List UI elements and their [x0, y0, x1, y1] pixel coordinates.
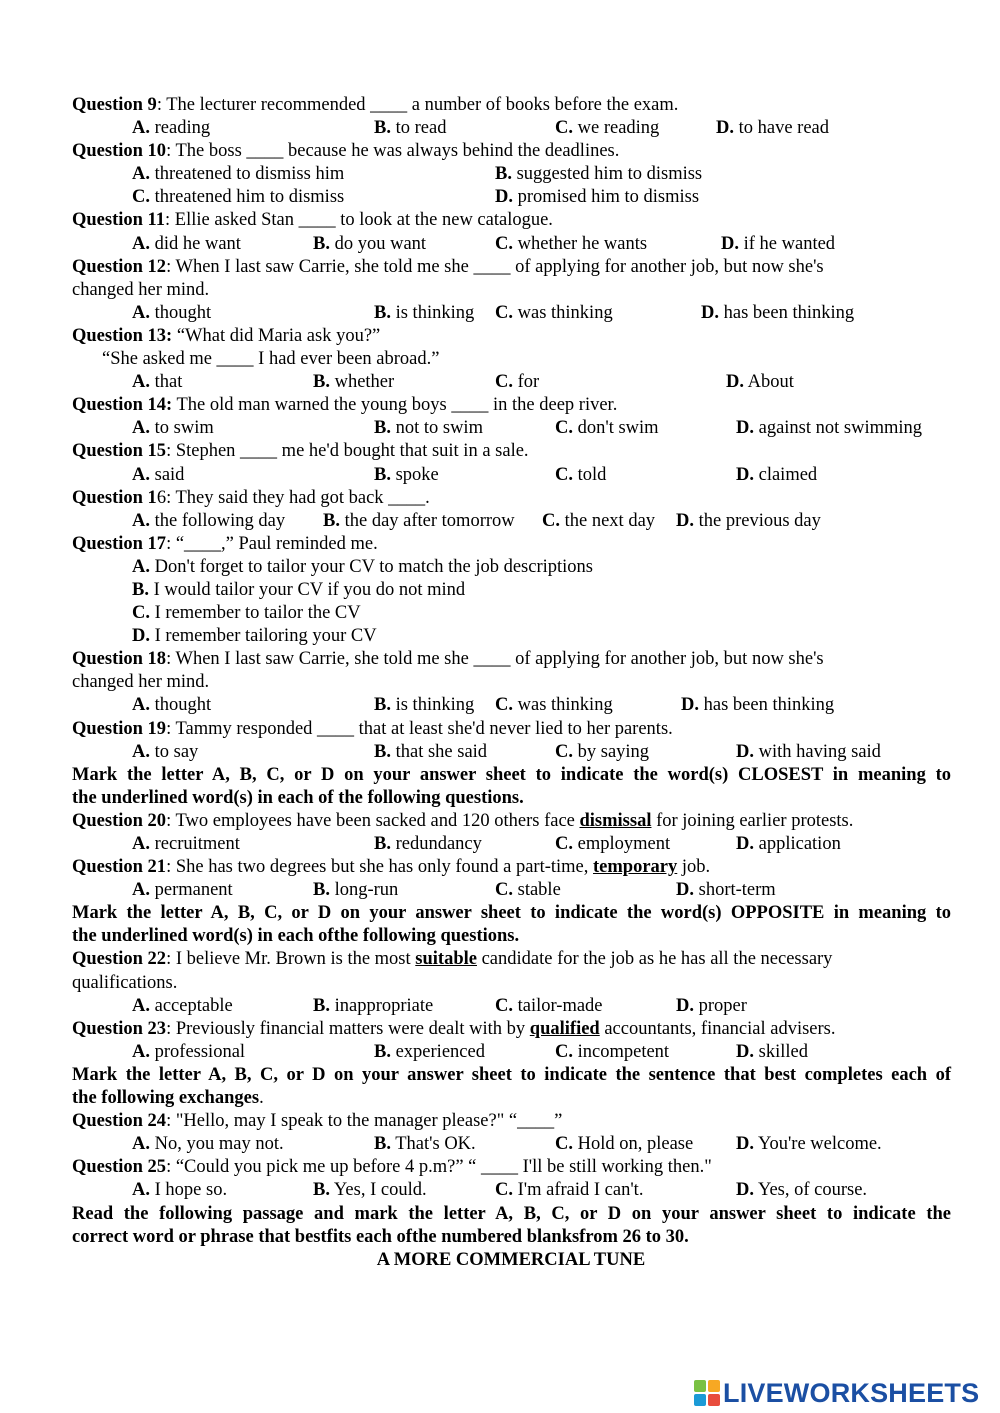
- question-17: Question 17: “____,” Paul reminded me.: [72, 533, 378, 554]
- option-b[interactable]: B. whether: [313, 372, 395, 393]
- option-d[interactable]: D. against not swimming: [736, 418, 923, 439]
- options-19: [0, 741, 1000, 764]
- instruction-exchanges-line2: the following exchanges.: [72, 1088, 264, 1109]
- logo-icon: [694, 1380, 720, 1406]
- options-15: [0, 464, 1000, 487]
- options-14: [0, 417, 1000, 440]
- option-d[interactable]: D. Yes, of course.: [736, 1180, 868, 1201]
- option-b[interactable]: B. I would tailor your CV if you do not mind: [132, 579, 466, 600]
- option-d[interactable]: D. proper: [676, 995, 747, 1016]
- option-c[interactable]: C. stable: [495, 880, 561, 901]
- option-a[interactable]: A. did he want: [132, 233, 241, 254]
- options-9: [0, 117, 1000, 140]
- question-22: Question 22: I believe Mr. Brown is the most suitable candidate for the job as he has all the necessary: [72, 949, 833, 970]
- option-d[interactable]: D. You're welcome.: [736, 1134, 882, 1155]
- question-24: Question 24: "Hello, may I speak to the manager please?" “____”: [72, 1111, 563, 1132]
- option-c[interactable]: C. I'm afraid I can't.: [495, 1180, 644, 1201]
- option-a[interactable]: A. said: [132, 464, 185, 485]
- question-22-cont: qualifications.: [72, 972, 178, 993]
- options-17-b: [0, 579, 1000, 602]
- options-20: [0, 833, 1000, 856]
- underlined-word: qualified: [529, 1018, 600, 1039]
- option-b[interactable]: B. is thinking: [374, 302, 475, 323]
- option-a[interactable]: A. No, you may not.: [132, 1134, 284, 1155]
- option-b[interactable]: B. not to swim: [374, 418, 483, 439]
- instruction-opposite-line2: the underlined word(s) in each ofthe following questions.: [72, 926, 520, 947]
- options-24: [0, 1133, 1000, 1156]
- option-d[interactable]: D. claimed: [736, 464, 818, 485]
- options-12: [0, 302, 1000, 325]
- option-a[interactable]: A. professional: [132, 1041, 246, 1062]
- option-b[interactable]: B. redundancy: [374, 834, 482, 854]
- instruction-passage-line2: correct word or phrase that bestfits each ofthe numbered blanksfrom 26 to 30.: [72, 1226, 689, 1247]
- question-18-cont: changed her mind.: [72, 672, 210, 693]
- option-d[interactable]: D. has been thinking: [701, 302, 855, 323]
- option-c[interactable]: C. tailor-made: [495, 995, 603, 1016]
- option-b[interactable]: B. long-run: [313, 880, 399, 901]
- options-13: [0, 371, 1000, 394]
- option-c[interactable]: C. was thinking: [495, 302, 613, 323]
- question-23: Question 23: Previously financial matters were dealt with by qualified accountants, financial advisers.: [72, 1018, 836, 1039]
- instruction-exchanges-line1: Mark the letter A, B, C, or D on your answer sheet to indicate the sentence that best completes each of: [72, 1064, 951, 1085]
- option-a[interactable]: A. acceptable: [132, 995, 233, 1016]
- option-d[interactable]: D. short-term: [676, 880, 776, 901]
- option-d[interactable]: D. application: [736, 834, 841, 854]
- options-22: [0, 995, 1000, 1018]
- option-d[interactable]: D. promised him to dismiss: [495, 187, 700, 208]
- option-d[interactable]: D. to have read: [716, 118, 830, 139]
- option-a[interactable]: A. to swim: [132, 418, 214, 439]
- option-b[interactable]: B. the day after tomorrow: [323, 510, 515, 531]
- question-9: Question 9: The lecturer recommended ____ a number of books before the exam.: [72, 95, 679, 115]
- option-b[interactable]: B. That's OK.: [374, 1134, 476, 1155]
- options-23: [0, 1041, 1000, 1064]
- option-d[interactable]: D. if he wanted: [721, 233, 836, 254]
- option-d[interactable]: D. About: [726, 372, 794, 393]
- option-c[interactable]: C. incompetent: [555, 1041, 670, 1062]
- options-18: [0, 694, 1000, 717]
- option-a[interactable]: A. recruitment: [132, 834, 240, 854]
- option-a[interactable]: A. the following day: [132, 510, 286, 531]
- option-b[interactable]: B. do you want: [313, 233, 427, 254]
- question-14: Question 14: The old man warned the young boys ____ in the deep river.: [72, 395, 618, 416]
- options-21: [0, 879, 1000, 902]
- options-17-c: [0, 602, 1000, 625]
- question-25: Question 25: “Could you pick me up before 4 p.m?” “ ____ I'll be still working then.": [72, 1157, 712, 1178]
- option-d[interactable]: D. I remember tailoring your CV: [132, 626, 377, 647]
- instruction-opposite-line1: Mark the letter A, B, C, or D on your answer sheet to indicate the word(s) OPPOSITE in meaning to: [72, 903, 951, 924]
- question-15: Question 15: Stephen ____ me he'd bought that suit in a sale.: [72, 441, 529, 462]
- underlined-word: suitable: [415, 949, 477, 970]
- option-b[interactable]: B. is thinking: [374, 695, 475, 716]
- option-c[interactable]: C. told: [555, 464, 607, 485]
- question-10: Question 10: The boss ____ because he was always behind the deadlines.: [72, 141, 620, 162]
- option-b[interactable]: B. that she said: [374, 741, 488, 762]
- option-c[interactable]: C. I remember to tailor the CV: [132, 603, 361, 624]
- options-11: [0, 233, 1000, 256]
- question-19: Question 19: Tammy responded ____ that at least she'd never lied to her parents.: [72, 718, 673, 739]
- option-b[interactable]: B. experienced: [374, 1041, 485, 1062]
- option-a[interactable]: A. to say: [132, 741, 199, 762]
- instruction-closest-line2: the underlined word(s) in each of the following questions.: [72, 787, 524, 808]
- option-a[interactable]: A. that: [132, 372, 183, 393]
- option-a[interactable]: A. thought: [132, 302, 212, 323]
- underlined-word: dismissal: [579, 810, 652, 831]
- option-c[interactable]: C. by saying: [555, 741, 650, 762]
- option-d[interactable]: D. skilled: [736, 1041, 808, 1062]
- option-a[interactable]: A. threatened to dismiss him: [132, 164, 345, 185]
- option-b[interactable]: B. suggested him to dismiss: [495, 164, 703, 185]
- options-10-row2: [0, 186, 1000, 209]
- passage-title: A MORE COMMERCIAL TUNE: [376, 1249, 646, 1270]
- option-c[interactable]: C. the next day: [542, 510, 656, 531]
- options-17-d: [0, 625, 1000, 648]
- instruction-passage-line1: Read the following passage and mark the letter A, B, C, or D on your answer sheet to indicate the: [72, 1203, 951, 1224]
- option-c[interactable]: C. whether he wants: [495, 233, 648, 254]
- option-b[interactable]: B. spoke: [374, 464, 439, 485]
- worksheet-page: [0, 94, 1000, 1272]
- option-b[interactable]: B. Yes, I could.: [313, 1180, 427, 1201]
- instruction-closest-line1: Mark the letter A, B, C, or D on your answer sheet to indicate the word(s) CLOSEST in meaning to: [72, 764, 951, 785]
- option-d[interactable]: D. has been thinking: [681, 695, 835, 716]
- option-c[interactable]: C. was thinking: [495, 695, 613, 716]
- question-12-cont: changed her mind.: [72, 279, 210, 300]
- options-10-row1: [0, 163, 1000, 186]
- options-16: [0, 510, 1000, 533]
- logo-text: LIVEWORKSHEETS: [723, 1377, 980, 1408]
- underlined-word: temporary: [593, 857, 678, 878]
- option-c[interactable]: C. don't swim: [555, 418, 659, 439]
- option-a[interactable]: A. I hope so.: [132, 1180, 228, 1201]
- option-c[interactable]: C. Hold on, please: [555, 1134, 694, 1155]
- option-d[interactable]: D. the previous day: [676, 510, 821, 531]
- option-a[interactable]: A. Don't forget to tailor your CV to match the job descriptions: [132, 556, 593, 577]
- option-b[interactable]: B. inappropriate: [313, 995, 434, 1016]
- options-25: [0, 1179, 1000, 1202]
- options-17-a: [0, 556, 1000, 579]
- option-a[interactable]: A. thought: [132, 695, 212, 716]
- question-21: Question 21: She has two degrees but she has only found a part-time, temporary job.: [72, 857, 711, 878]
- option-a[interactable]: A. permanent: [132, 880, 233, 901]
- question-13: Question 13: “What did Maria ask you?”: [72, 325, 381, 346]
- question-16: Question 16: They said they had got back ____.: [72, 487, 430, 508]
- option-d[interactable]: D. with having said: [736, 741, 881, 762]
- option-c[interactable]: C. we reading: [555, 118, 660, 139]
- option-a[interactable]: A. reading: [132, 118, 211, 139]
- option-c[interactable]: C. employment: [555, 834, 671, 854]
- question-12: Question 12: When I last saw Carrie, she told me she ____ of applying for another job, but now she's: [72, 256, 824, 277]
- option-b[interactable]: B. to read: [374, 118, 447, 139]
- question-18: Question 18: When I last saw Carrie, she told me she ____ of applying for another job, but now she's: [72, 649, 824, 670]
- question-11: Question 11: Ellie asked Stan ____ to look at the new catalogue.: [72, 210, 553, 231]
- option-c[interactable]: C. for: [495, 372, 540, 393]
- option-c[interactable]: C. threatened him to dismiss: [132, 187, 345, 208]
- question-13-quote: “She asked me ____ I had ever been abroad.”: [102, 349, 440, 370]
- liveworksheets-logo[interactable]: [694, 1378, 979, 1408]
- question-20: Question 20: Two employees have been sacked and 120 others face dismissal for joining earlier protests.: [72, 810, 854, 831]
